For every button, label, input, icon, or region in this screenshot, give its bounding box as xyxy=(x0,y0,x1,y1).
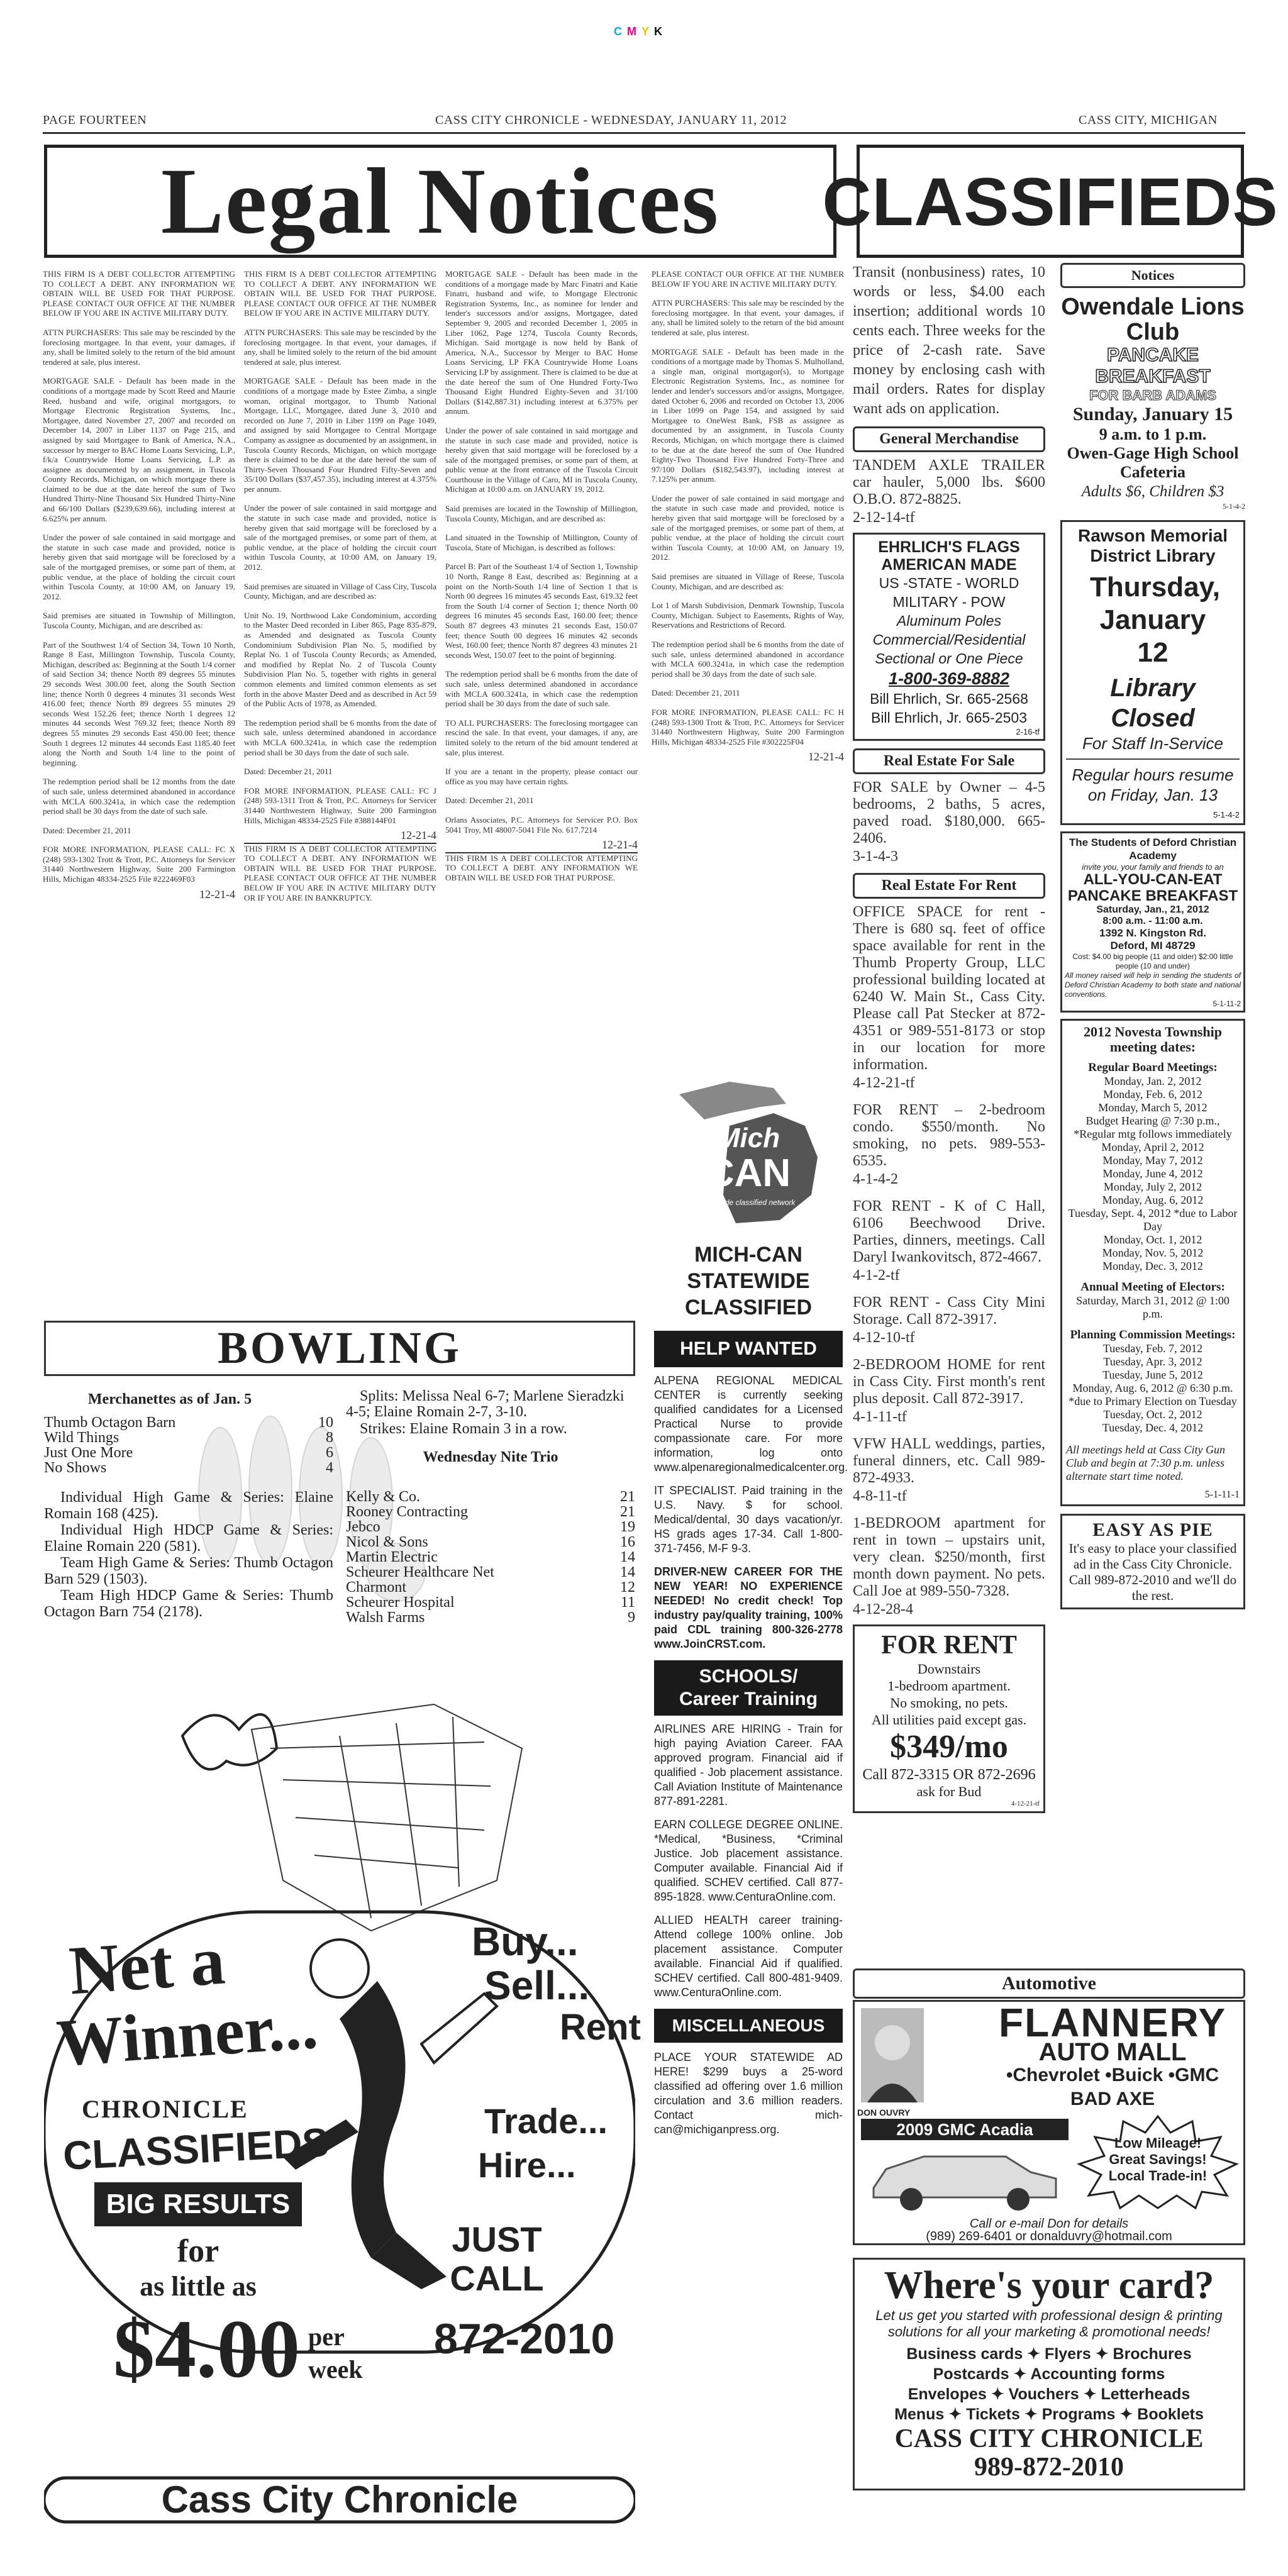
schools-ads xyxy=(654,1722,843,2000)
promo-for: for xyxy=(177,2233,219,2269)
owendale-lions-notice: Owendale Lions Club PANCAKE BREAKFAST FOR BARB ADAMS Sunday, January 15 9 a.m. to 1 p.m. Owen-Gage High School Cafeteria Adults $6, Children $3 5-1-4-2 xyxy=(1061,294,1245,511)
printing-ad-phone: 989-872-2010 xyxy=(974,2453,1124,2482)
folio-dateline: CASS CITY CHRONICLE - WEDNESDAY, JANUARY 11, 2012 xyxy=(435,113,787,127)
legal-paragraph: Under the power of sale contained in said mortgage and the statute in such case made and provided, notice is hereby given that said mortgage will be foreclosed by a sale of the mortgaged premises, or some part of them, at public vendue, at the place of holding the circuit court within Tuscola County, at 10:00 AM, on January 19, 2012. xyxy=(652,493,844,562)
michcan-logo-tag: statewide classified network xyxy=(701,1198,796,1207)
novesta-regular-list: Monday, Jan. 2, 2012 Monday, Feb. 6, 2012 Monday, March 5, 2012 Budget Hearing @ 7:30 p.m., *Regular mtg follows immediately Monday, April 2, 2012 Monday, May 7, 2012 Monday, June 4, 2012 Monday, July 2, 2012 Monday, Aug. 6, 2012 Tuesday, Sept. 4, 2012 *due to Labor Day Monday, Oct. 1, 2012 Monday, Nov. 5, 2012 Monday, Dec. 3, 2012 xyxy=(1068,1075,1238,1272)
printing-ad-subtitle: Let us get you started with professional design & printing solutions for all your marketing & promotional needs! xyxy=(875,2307,1223,2340)
real-estate-sale-header: Real Estate For Sale xyxy=(853,748,1045,774)
printing-ad-services: Business cards ✦ Flyers ✦ Brochures Postcards ✦ Accounting forms Envelopes ✦ Vouchers ✦ Letterheads Menus ✦ Tickets ✦ Programs ✦ Booklets xyxy=(894,2345,1204,2423)
classified-ad: 2-BEDROOM HOME for rent in Cass City. First month's rent plus deposit. Call 872-3917. xyxy=(853,1357,1045,1407)
ehrlich-flags-ad: EHRLICH'S FLAGS AMERICAN MADE US -STATE - WORLD MILITARY - POW Aluminum Poles Commercial/Residential Sectional or One Piece 1-800-369-8882 Bill Ehrlich, Sr. 665-2568 Bill Ehrlich, Jr. 665-2503 2-16-tf xyxy=(853,533,1045,741)
legal-paragraph: Dated: December 21, 2011 xyxy=(43,825,131,835)
net-a-winner-promo xyxy=(44,1692,641,2528)
standings-row: Scheurer Healthcare Net 14 xyxy=(346,1564,635,1580)
legal-run-code: 12-21-4 xyxy=(199,887,235,901)
legal-paragraph: The redemption period shall be 6 months from the date of such sale, unless determined abandoned in accordance with MCLA 600.3241a, in which case the redemption period shall be 30 days from the date of such sale. xyxy=(652,640,844,679)
legal-paragraph: MORTGAGE SALE - Default has been made in the conditions of a mortgage made by Estee Zimba, a single woman, original mortgagor, to Thumb National Mortgage, LLC, Mortgagee, dated June 3, 2010 and recorded on June 7, 2010 in Liber 1199 on Page 1049, and assigned by said Mortgagee to Central Mortgage Company as assignee as documented by an assignment, in Tuscola County Records, Michigan, on which mortgage there is claimed to be due at the date hereof the sum of Thirty-Seven Thousand Four Hundred Fifty-Seven and 35/100 Dollars ($37,457.35), including interest at 4.375% per annum. xyxy=(244,376,436,494)
legal-paragraph: Said premises are situated in Village of Cass City, Tuscola County, Michigan, and are described as: xyxy=(244,581,436,601)
michcan-ad: EARN COLLEGE DEGREE ONLINE. *Medical, *Business, *Criminal Justice. Job placement assistance. Computer available. Financial Aid if qualified. SCHEV certified. Call 877-895-1828. www.CenturaOnline.com. xyxy=(654,1818,843,1903)
classified-ad: VFW HALL weddings, parties, funeral dinners, etc. Call 989-872-4933. xyxy=(853,1436,1045,1486)
merchanettes-notes: Individual High Game & Series: Elaine Romain 168 (425). Individual High HDCP Game & Series: Elaine Romain 220 (581). Team High Game & Series: Thumb Octagon Barn 529 (1503). Team High HDCP Game & Series: Thumb Octagon Barn 754 (2178). xyxy=(44,1489,333,1620)
flannery-mall: AUTO MALL xyxy=(1038,2038,1187,2066)
standings-row: Kelly & Co. 21 xyxy=(346,1489,635,1505)
bowling-splits: Splits: Melissa Neal 6-7; Marlene Sieradzki 4-5; Elaine Romain 2-7, 3-10. xyxy=(346,1388,625,1420)
misc-ads xyxy=(654,2050,843,2137)
printing-services-ad xyxy=(853,2258,1245,2490)
standings-row: Just One More 6 xyxy=(44,1445,333,1461)
legal-column-1 xyxy=(43,269,235,1307)
legal-paragraph: Said premises are located in the Township of Millington, Tuscola County, Michigan, and are described as: xyxy=(445,504,638,523)
legal-paragraph: Unit No. 19, Northwood Lake Condominium, according to the Master Deed recorded in Liber 865, Page 835-879, as Amended and designated as Tuscola County Condominium Subdivision Plan No. 5, modified by Replat No. 1 of Tuscola County Records; as Amended, and modified by Replat No. 2 of Tuscola County Subdivision Plan No. 5, together with rights in general common elements and limited common elements as set forth in the above Master Deed and as described in Act 59 of the Public Acts of 1978, as Amended. xyxy=(244,610,436,709)
standings-row: Scheurer Hospital 11 xyxy=(346,1594,635,1611)
legal-paragraph: Under the power of sale contained in said mortgage and the statute in such case made and provided, notice is hereby given that said mortgage will be foreclosed by a sale of the mortgaged premises, or some part of them, at public venue at the front entrance of the Tuscola Circuit Courthouse in the Village of Caro, MI in Tuscola County, Michigan at 10:00 a.m. on JANUARY 19, 2012. xyxy=(445,425,638,494)
michcan-logo-top: Mich xyxy=(716,1123,780,1153)
standings-row: Wild Things 8 xyxy=(44,1430,333,1446)
notices-column-b xyxy=(1060,263,1245,1961)
legal-paragraph: Parcel B: Part of the Southeast 1/4 of Section 1, Township 10 North, Range 8 East, described as: Beginning at a point on the North-South 1/4 line of Section 1 that is North 00 degrees 16 minutes 45 seconds East, 619.32 feet from the South 1/4 corner of Section 1; thence North 00 degrees 16 minutes 45 seconds East, 160.00 feet; thence South 87 degrees 43 minutes 21 seconds East, 150.07 feet; thence South 00 degrees 16 minutes 42 seconds West, 160.00 feet; thence North 87 degrees 43 minutes 21 seconds West, 150.07 feet to the point of beginning. xyxy=(445,562,638,660)
classified-ad: OFFICE SPACE for rent - There is 680 sq. feet of office space available for rent in the Thumb Property Group, LLC professional building located at 6240 W. Main St., Cass City. Please call Pat Stecker at 872-4351 or 989-551-8173 or stop in our location for more information. xyxy=(853,904,1045,1073)
salesman-photo-icon xyxy=(861,2008,924,2102)
michcan-section xyxy=(654,1069,848,2516)
cmyk-registration-marks: CMYK xyxy=(614,25,668,38)
michcan-logo xyxy=(654,1069,843,1239)
schools-header: SCHOOLS/ Career Training xyxy=(654,1660,843,1716)
promo-trade: Trade... xyxy=(484,2101,608,2141)
michcan-ad: DRIVER-NEW CAREER FOR THE NEW YEAR! NO EXPERIENCE NEEDED! No credit check! Top industry pay/quality training, 100% paid CDL training 800-326-2778 www.JoinCRST.com. xyxy=(654,1565,843,1650)
michcan-title: MICH-CAN STATEWIDE CLASSIFIED xyxy=(684,1243,813,1319)
classified-ad: 1-BEDROOM apartment for rent in town – upstairs unit, very clean. $250/month, first month down payment. No pets. Call Joe at 989-550-7328. xyxy=(853,1515,1045,1599)
legal-paragraph: Under the power of sale contained in said mortgage and the statute in such case made and provided, notice is hereby given that said mortgage will be foreclosed by a sale of the mortgaged premises, or some part of them, at public vendue, at the place of holding the circuit court within Tuscola County, at 10:00 AM, on January 19, 2012. xyxy=(244,503,436,572)
easy-as-pie-ad: EASY AS PIE It's easy to place your classified ad in the Cass City Chronicle. Call 989-872-2010 and we'll do the rest. xyxy=(1060,1514,1245,1609)
bowling-section xyxy=(44,1321,635,1685)
legal-paragraph: Land situated in the Township of Millington, County of Tuscola, State of Michigan, is described as follows: xyxy=(445,533,638,552)
flannery-name: FLANNERY xyxy=(998,2000,1227,2045)
suv-car-icon xyxy=(867,2144,1062,2213)
folio-page-number: PAGE FOURTEEN xyxy=(43,113,147,127)
legal-column-4 xyxy=(652,269,844,1068)
michcan-ad: ALPENA REGIONAL MEDICAL CENTER is currently seeking qualified candidates for a Licensed Practical Nurse to provide compassionate care. For more information, log onto www.alpenaregionalmedicalcenter.org. xyxy=(654,1374,848,1474)
classified-ad: TANDEM AXLE TRAILER car hauler, 5,000 lbs. $600 O.B.O. 872-8825. xyxy=(853,457,1045,508)
help-wanted-header: HELP WANTED xyxy=(654,1331,843,1367)
legal-paragraph: Part of the Southwest 1/4 of Section 34, Town 10 North, Range 8 East, Millington Township, Tuscola County, Michigan, described as: Beginning at the South 1/4 corner of said Section 34; thence North 89 degrees 55 minutes 29 seconds West 300.00 feet, along the South Section line; thence North 0 degrees 4 minutes 31 seconds West 416.00 feet; thence North 89 degrees 55 minutes 29 seconds West 152.26 feet; thence North 1 degrees 12 minutes 44 seconds West 769.32 feet; thence North 89 degrees 55 minutes 29 seconds East 450.00 feet; thence South 1 degrees 12 minutes 44 seconds East 1185.40 feet along the North and South 1/4 line to the point of beginning. xyxy=(43,640,235,767)
legal-column-2 xyxy=(244,269,436,1307)
promo-price: $4.00 xyxy=(113,2302,300,2395)
merchanettes-header: Merchanettes as of Jan. 5 xyxy=(87,1391,252,1407)
flannery-location: BAD AXE xyxy=(1070,2089,1155,2109)
real-estate-rent-header: Real Estate For Rent xyxy=(853,873,1045,899)
promo-rent: Rent xyxy=(560,2007,641,2048)
legal-paragraph: Dated: December 21, 2011 xyxy=(445,796,534,806)
legal-paragraph: ATTN PURCHASERS: This sale may be rescinded by the foreclosing mortgagee. In that event, your damages, if any, shall be limited solely to the return of the bid amount tendered at sale, plus interest. xyxy=(652,298,844,337)
promo-net-a: Net a xyxy=(67,1921,228,2009)
promo-buy: Buy... xyxy=(472,1919,579,1964)
legal-notices-banner: Legal Notices xyxy=(44,145,836,258)
legal-paragraph: The redemption period shall be 12 months from the date of such sale, unless determined abandoned in accordance with MCLA 600.3241a, in which case the redemption period shall be 30 days from the date of such sale. xyxy=(43,777,235,816)
legal-column-3 xyxy=(445,269,638,1307)
legal-paragraph: FOR MORE INFORMATION, PLEASE CALL: FC J (248) 593-1311 Trott & Trott, P.C. Attorneys for Servicer 31440 Northwestern Highway, Suite 200 Farmington Hills, Michigan 48334-2525 File #388144F01 xyxy=(244,786,436,825)
michcan-ad: ALLIED HEALTH career training- Attend college 100% online. Job placement assistance. Computer available. Financial Aid if qualified. SCHEV certified. Call 800-481-9409. www.CenturaOnline.com. xyxy=(654,1914,843,1999)
automotive-header: Automotive xyxy=(853,1968,1245,1999)
legal-paragraph: FOR MORE INFORMATION, PLEASE CALL: FC X (248) 593-1302 Trott & Trott, P.C. Attorneys for Servicer 31440 Northwestern Highway, Suite 200 Farmington Hills, Michigan 48334-2525 File #222469F03 xyxy=(43,845,235,884)
promo-hire: Hire... xyxy=(478,2145,576,2185)
promo-chronicle: CHRONICLE xyxy=(82,2095,248,2123)
promo-just-call: JUST CALL xyxy=(450,2219,544,2298)
classified-run-code: 2-12-14-tf xyxy=(853,509,915,526)
michcan-ad: PLACE YOUR STATEWIDE AD HERE! $299 buys a 25-word classified ad offering over 1.6 million circulation and 3.6 million readers. Contact mich-can@michiganpress.org. xyxy=(654,2051,843,2136)
deford-pancake-notice: The Students of Deford Christian Academy invite you, your family and friends to an ALL-YOU-CAN-EAT PANCAKE BREAKFAST Saturday, Jan., 21, 2012 8:00 a.m. - 11:00 a.m. 1392 N. Kingston Rd. Deford, MI 48729 Cost: $4.00 big people (11 and older) $2:00 little people (10 and under) All money raised will help in sending the students of Deford Christian Academy to both state and national conventions. 5-1-11-2 xyxy=(1060,831,1245,1013)
standings-row: Rooney Contracting 21 xyxy=(346,1504,635,1520)
michcan-ad: AIRLINES ARE HIRING - Train for high paying Aviation Career. FAA approved program. Financial aid if qualified - Job placement assistance. Call Aviation Institute of Maintenance 877-891-2281. xyxy=(654,1723,843,1807)
general-merchandise-header: General Merchandise xyxy=(853,426,1045,452)
novesta-township-notice: 2012 Novesta Township meeting dates: Regular Board Meetings: Monday, Jan. 2, 2012 Monday, Feb. 6, 2012 Monday, March 5, 2012 Budget Hearing @ 7:30 p.m., *Regular mtg follows immediately Monday, April 2, 2012 Monday, May 7, 2012 Monday, June 4, 2012 Monday, July 2, 2012 Monday, Aug. 6, 2012 Tuesday, Sept. 4, 2012 *due to Labor Day Monday, Oct. 1, 2012 Monday, Nov. 5, 2012 Monday, Dec. 3, 2012 Annual Meeting of Electors: Saturday, March 31, 2012 @ 1:00 p.m. Planning Commission Meetings: Tuesday, Feb. 7, 2012 Tuesday, Apr. 3, 2012 Tuesday, June 5, 2012 Monday, Aug. 6, 2012 @ 6:30 p.m. *due to Primary Election on Tuesday Tuesday, Oct. 2, 2012 Tuesday, Dec. 4, 2012 All meetings held at Cass City Gun Club and begin at 7:30 p.m. unless alternate start time noted. 5-1-11-1 xyxy=(1060,1019,1245,1506)
standings-row: Jebco 19 xyxy=(346,1519,635,1535)
standings-row: Charmont 12 xyxy=(346,1579,635,1596)
classifieds-banner: CLASSIFIEDS xyxy=(857,145,1244,258)
standings-row: Thumb Octagon Barn 10 xyxy=(44,1414,333,1431)
legal-paragraph: THIS FIRM IS A DEBT COLLECTOR ATTEMPTING TO COLLECT A DEBT. ANY INFORMATION WE OBTAIN WILL BE USED FOR THAT PURPOSE. PLEASE CONTACT OUR OFFICE AT THE NUMBER BELOW IF YOU ARE IN ACTIVE MILITARY DUTY. xyxy=(43,269,235,318)
rawson-library-notice: Rawson Memorial District Library Thursday, January 12 Library Closed For Staff In-Service Regular hours resume on Friday, Jan. 13 5-1-4-2 xyxy=(1060,520,1245,825)
legal-paragraph: Dated: December 21, 2011 xyxy=(652,688,740,698)
bowling-title: BOWLING xyxy=(44,1321,635,1376)
bowling-strikes: Strikes: Elaine Romain 3 in a row. xyxy=(360,1421,567,1437)
legal-paragraph: MORTGAGE SALE - Default has been made in the conditions of a mortgage made by Scott Reed and Maurie Reed, husband and wife, original mortgagors, to Mortgage Electronic Registration Systems, Inc., Mortgagee, dated November 27, 2007 and recorded on December 14, 2007 in Liber 1137 on Page 215, and assigned by said Mortgagee to Bank of America, N.A., successor by merger to BAC Home Loans Servicing, L.P., f/k/a Countrywide Home Loans Servicing, L.P. as assignee as documented by an assignment, in Tuscola County Records, Michigan, on which mortgage there is claimed to be due at the date hereof the sum of Two Hundred Thirty-Nine Thousand Six Hundred Thirty-Nine and 66/100 Dollars ($239,639.66), including interest at 6.625% per annum. xyxy=(43,376,235,523)
classified-rates: Transit (nonbusiness) rates, 10 words or less, $4.00 each insertion; additional words 10 cents each. Three weeks for the price of 2-cash rate. Save money by enclosing cash with mail orders. Rates for display want ads on application. xyxy=(853,264,1045,417)
standings-row: No Shows 4 xyxy=(44,1460,333,1476)
legal-paragraph: Dated: December 21, 2011 xyxy=(244,767,333,777)
promo-as-little: as little as xyxy=(140,2271,257,2302)
classifieds-column-a xyxy=(853,263,1045,2162)
salesman-name: DON OUVRY xyxy=(857,2107,911,2118)
flannery-contact-details: (989) 269-6401 or donalduvry@hotmail.com xyxy=(926,2229,1172,2243)
merchanettes-standings xyxy=(44,1415,333,1475)
legal-paragraph: Said premises are situated in Village of Reese, Tuscola County, Michigan, and are described as: xyxy=(652,572,844,591)
legal-run-code: 12-21-4 xyxy=(808,750,844,763)
classified-ad: FOR SALE by Owner – 4-5 bedrooms, 2 baths, 5 acres, paved road. $180,000. 665-2406. xyxy=(853,779,1045,847)
legal-paragraph: The redemption period shall be 6 months from the date of such sale, unless determined abandoned in accordance with MCLA 600.3241a, in which case the redemption period shall be 30 days from the date of such sale. xyxy=(244,718,436,757)
legal-paragraph: If you are a tenant in the property, please contact our office as you may have certain rights. xyxy=(445,767,638,786)
legal-paragraph: MORTGAGE SALE - Default has been made in the conditions of a mortgage made by Thomas S. Mulholland, a single man, original mortgagor(s), to Mortgage Electronic Registration Systems, Inc., as nominee for lender and lender's successors and/or assigns, Mortgagee, dated October 6, 2006 and recorded on October 13, 2006 in Liber 1099 on Page 154, and assigned by said Mortgagee to OneWest Bank, FSB as assignee as documented by an assignment, in Tuscola County Records, Michigan, on which mortgage there is claimed to be due at the date hereof the sum of One Hundred Eighty-Two Thousand Five Hundred Forty-Three and 97/100 Dollars ($182,543.97), including interest at 7.125% per annum. xyxy=(652,347,844,484)
flannery-brands: •Chevrolet •Buick •GMC xyxy=(1006,2065,1219,2085)
legal-paragraph: The redemption period shall be 6 months from the date of such sale, unless determined abandoned in accordance with MCLA 600.3241a, in which case the redemption period shall be 30 days from the date of such sale. xyxy=(445,669,638,709)
standings-row: Nicol & Sons 16 xyxy=(346,1534,635,1550)
legal-paragraph: PLEASE CONTACT OUR OFFICE AT THE NUMBER BELOW IF YOU ARE IN ACTIVE MILITARY DUTY. xyxy=(652,269,844,289)
legal-paragraph: ATTN PURCHASERS: This sale may be rescinded by the foreclosing mortgagee. In that event, your damages, if any, shall be limited solely to the return of the bid amount tendered at sale, plus interest. xyxy=(244,327,436,367)
standings-row: Martin Electric 14 xyxy=(346,1549,635,1565)
help-wanted-ads xyxy=(654,1374,848,1652)
trio-standings xyxy=(346,1489,635,1625)
flannery-auto-ad xyxy=(853,2000,1245,2245)
flannery-burst-text: Low Mileage! Great Savings! Local Trade-in! xyxy=(1108,2135,1208,2184)
folio-rule xyxy=(43,132,1245,134)
legal-paragraph: Said premises are situated in Township of Millington, Tuscola County, Michigan, and are described as: xyxy=(43,611,235,630)
folio-location: CASS CITY, MICHIGAN xyxy=(1079,113,1218,127)
legal-run-code: 12-21-4 xyxy=(401,829,436,842)
wednesday-trio-header: Wednesday Nite Trio xyxy=(423,1449,558,1465)
michcan-ad: IT SPECIALIST. Paid training in the U.S. Navy. $ for school. Medical/dental, 30 days vacation/yr. HS grads ages 17-34. Call 1-800-371-7456, M-F 9-3. xyxy=(654,1484,843,1555)
promo-winner: Winner... xyxy=(54,1988,320,2080)
promo-sell: Sell... xyxy=(484,1963,590,2008)
promo-per-week: per week xyxy=(308,2323,363,2384)
legal-paragraph: FOR MORE INFORMATION, PLEASE CALL: FC H (248) 593-1300 Trott & Trott, P.C. Attorneys for Servicer 31440 Northwestern Highway, Suite 200 Farmington Hills, Michigan 48334-2525 File #302225F04 xyxy=(652,707,844,747)
classified-ad: FOR RENT - Cass City Mini Storage. Call 872-3917. xyxy=(853,1294,1045,1328)
promo-phone: 872-2010 xyxy=(434,2315,615,2363)
legal-paragraph: THIS FIRM IS A DEBT COLLECTOR ATTEMPTING TO COLLECT A DEBT. ANY INFORMATION WE OBTAIN WILL BE USED FOR THAT PURPOSE. xyxy=(445,853,638,882)
legal-paragraph: THIS FIRM IS A DEBT COLLECTOR ATTEMPTING TO COLLECT A DEBT. ANY INFORMATION WE OBTAIN WILL BE USED FOR THAT PURPOSE. PLEASE CONTACT OUR OFFICE AT THE NUMBER BELOW IF YOU ARE IN ACTIVE MILITARY DUTY. xyxy=(244,269,436,318)
vehicle-title: 2009 GMC Acadia xyxy=(861,2119,1069,2140)
legal-paragraph: ATTN PURCHASERS: This sale may be rescinded by the foreclosing mortgagee. In that event, your damages, if any, shall be limited solely to the return of the bid amount tendered at sale, plus interest. xyxy=(43,327,235,367)
rent-listings: OFFICE SPACE for rent - There is 680 sq. feet of office space available for rent in the Thumb Property Group, LLC professional building located at 6240 W. Main St., Cass City. Please call Pat Stecker at 872-4351 or 989-551-8173 or stop in our location for more information. 4-12-21-tf FOR RENT – 2-bedroom condo. $550/month. No smoking, no pets. 989-553-6535. 4-1-4-2 FOR RENT - K of C Hall, 6106 Beechwood Drive. Parties, dinners, meetings. Call Daryl Iwankovitsch, 872-4667. 4-1-2-tf FOR RENT - Cass City Mini Storage. Call 872-3917. 4-12-10-tf 2-BEDROOM HOME for rent in Cass City. First month's rent plus deposit. Call 872-3917. 4-1-11-tf VFW HALL weddings, parties, funeral dinners, etc. Call 989-872-4933. 4-8-11-tf 1-BEDROOM apartment for rent in town – upstairs unit, very clean. $250/month, first month down payment. No pets. Call Joe at 989-550-7328. 4-12-28-4 xyxy=(853,904,1045,1618)
flannery-contact: Call or e-mail Don for details xyxy=(969,2217,1129,2231)
legal-paragraph: Orlans Associates, P.C. Attorneys for Servicer P.O. Box 5041 Troy, MI 48007-5041 File No. 617.7214 xyxy=(445,814,638,835)
classified-ad: FOR RENT - K of C Hall, 6106 Beechwood Drive. Parties, dinners, meetings. Call Daryl Iwankovitsch, 872-4667. xyxy=(853,1198,1045,1265)
for-rent-display-ad: FOR RENT Downstairs 1-bedroom apartment. No smoking, no pets. All utilities paid except gas. $349/mo Call 872-3315 OR 872-2696 ask for Bud 4-12-21-tf xyxy=(853,1624,1045,1813)
miscellaneous-header: MISCELLANEOUS xyxy=(654,2009,843,2043)
legal-paragraph: Lot 1 of Marsh Subdivision, Denmark Township, Tuscola County, Michigan. Subject to Easements, Rights of Way, Reservations and Restrictions of Record. xyxy=(652,601,844,630)
legal-paragraph: MORTGAGE SALE - Default has been made in the conditions of a mortgage made by Marc Finatri and Katie Finatri, husband and wife, to Mortgage Electronic Registration Systems, Inc., as nominee for lender and lender's successors and/or assigns, Mortgagee, dated September 9, 2005 and recorded December 1, 2005 in Liber 1062, Page 1274, Tuscola County Records, Michigan. Said mortgage is now held by Bank of America, N.A., Successor by Merger to BAC Home Loans Servicing, LP FKA Countrywide Home Loans Servicing LP by assignment. There is claimed to be due at the date hereof the sum of One Hundred Forty-Two Thousand Eight Hundred Eighty-Seven and 31/100 Dollars ($142,887.31) including interest at 6.375% per annum. xyxy=(445,269,638,416)
classified-ad: FOR RENT – 2-bedroom condo. $550/month. No smoking, no pets. 989-553-6535. xyxy=(853,1102,1045,1169)
standings-row: Walsh Farms 9 xyxy=(346,1609,635,1626)
novesta-planning-list: Tuesday, Feb. 7, 2012 Tuesday, Apr. 3, 2012 Tuesday, June 5, 2012 Monday, Aug. 6, 2012 @ 6:30 p.m. *due to Primary Election on Tuesday Tuesday, Oct. 2, 2012 Tuesday, Dec. 4, 2012 xyxy=(1069,1342,1237,1434)
legal-paragraph: TO ALL PURCHASERS: The foreclosing mortgagee can rescind the sale. In that event, your damages, if any, are limited solely to the return of the bid amount tendered at sale, plus interest. xyxy=(445,718,638,757)
printing-ad-title: Where's your card? xyxy=(884,2264,1214,2307)
promo-paper-name: Cass City Chronicle xyxy=(161,2479,518,2521)
notices-header: Notices xyxy=(1060,263,1245,288)
legal-paragraph: Under the power of sale contained in said mortgage and the statute in such case made and provided, notice is hereby given that said mortgage will be foreclosed by a sale of the mortgaged premises, or some part of them, at public vendue, at the place of holding the circuit court within Tuscola County, at 10:00 AM, on January 19, 2012. xyxy=(43,533,235,601)
legal-paragraph: THIS FIRM IS A DEBT COLLECTOR ATTEMPTING TO COLLECT A DEBT. ANY INFORMATION WE OBTAIN WILL BE USED FOR THAT PURPOSE. PLEASE CONTACT OUR OFFICE AT THE NUMBER BELOW IF YOU ARE IN ACTIVE MILITARY DUTY OR IF YOU ARE IN BANKRUPTCY. xyxy=(244,843,436,902)
michcan-logo-bottom: CAN xyxy=(706,1152,791,1195)
classified-run-code: 3-1-4-3 xyxy=(853,848,898,865)
promo-classifieds: CLASSIFIEDS xyxy=(62,2119,330,2179)
promo-big-results: BIG RESULTS xyxy=(94,2182,302,2226)
printing-ad-paper: CASS CITY CHRONICLE xyxy=(894,2424,1204,2453)
legal-run-code: 12-21-4 xyxy=(602,838,638,852)
